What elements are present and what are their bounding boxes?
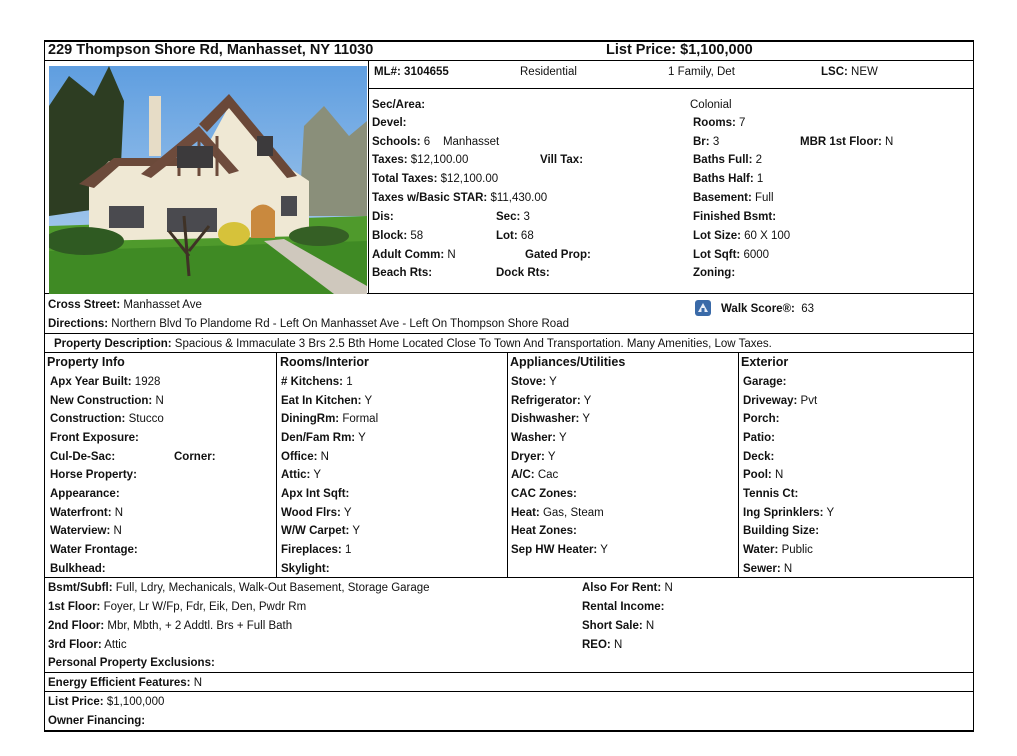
appliances-title: Appliances/Utilities [510,355,626,369]
exterior-title: Exterior [741,355,789,369]
deck: Deck: [743,451,775,463]
heat-zones: Heat Zones: [511,525,577,537]
air-conditioning: A/C: Cac [511,469,559,481]
bedrooms: Br: 3 [693,136,720,148]
rental-income: Rental Income: [582,601,665,613]
dis: Dis: [372,211,394,223]
cross-street: Cross Street: Manhasset Ave [48,299,202,311]
baths-full: Baths Full: 2 [693,154,763,166]
rule [44,40,45,732]
waterview: Waterview: N [50,525,122,537]
property-address: 229 Thompson Shore Rd, Manhasset, NY 11030 [48,42,374,58]
block: Block: 58 [372,230,424,242]
short-sale: Short Sale: N [582,620,655,632]
listing-sheet [44,40,974,732]
beach-rts: Beach Rts: [372,267,433,279]
rule [44,333,974,334]
corner: Corner: [174,451,216,463]
front-exposure: Front Exposure: [50,432,139,444]
lot-sqft: Lot Sqft: 6000 [693,249,770,261]
den-family-room: Den/Fam Rm: Y [281,432,366,444]
rooms-interior-title: Rooms/Interior [280,355,369,369]
dock-rts: Dock Rts: [496,267,550,279]
bulkhead: Bulkhead: [50,563,106,575]
owner-financing: Owner Financing: [48,715,146,727]
rule [276,352,277,577]
rule [44,730,974,732]
wood-floors: Wood Flrs: Y [281,507,352,519]
basement-subfloor: Bsmt/Subfl: Full, Ldry, Mechanicals, Walk-Out Basement, Storage Garage [48,582,430,594]
driveway: Driveway: Pvt [743,395,818,407]
zoning: Zoning: [693,267,736,279]
star-taxes: Taxes w/Basic STAR: $11,430.00 [372,192,548,204]
patio: Patio: [743,432,775,444]
rule [507,352,508,577]
schools: Schools: 6 Manhasset [372,136,500,148]
attic: Attic: Y [281,469,322,481]
kitchens: # Kitchens: 1 [281,376,353,388]
list-price-header: List Price: $1,100,000 [606,42,753,58]
fireplaces: Fireplaces: 1 [281,544,352,556]
gated-prop: Gated Prop: [525,249,591,261]
rule [368,60,369,294]
property-type: Residential [520,66,577,78]
building-size: Building Size: [743,525,820,537]
reo: REO: N [582,639,623,651]
cac-zones: CAC Zones: [511,488,577,500]
property-info-title: Property Info [47,355,125,369]
devel: Devel: [372,117,407,129]
eat-in-kitchen: Eat In Kitchen: Y [281,395,373,407]
total-taxes: Total Taxes: $12,100.00 [372,173,499,185]
new-construction: New Construction: N [50,395,164,407]
horse-property: Horse Property: [50,469,137,481]
dryer: Dryer: Y [511,451,556,463]
hw-heater: Sep HW Heater: Y [511,544,608,556]
skylight: Skylight: [281,563,330,575]
cul-de-sac: Cul-De-Sac: [50,451,116,463]
year-built: Apx Year Built: 1928 [50,376,161,388]
dining-room: DiningRm: Formal [281,413,379,425]
second-floor: 2nd Floor: Mbr, Mbth, + 2 Addtl. Brs + Full Bath [48,620,293,632]
sec-area: Sec/Area: [372,99,426,111]
house-photo [49,66,367,294]
construction: Construction: Stucco [50,413,164,425]
heat: Heat: Gas, Steam [511,507,604,519]
sec: Sec: 3 [496,211,530,223]
rule [44,352,974,353]
basement: Basement: Full [693,192,774,204]
office: Office: N [281,451,329,463]
sprinklers: Ing Sprinklers: Y [743,507,835,519]
directions: Directions: Northern Blvd To Plandome Rd - Left On Manhasset Ave - Left On Thompson Shore Road [48,318,569,330]
rule [973,40,974,732]
rule [44,60,974,61]
waterfront: Waterfront: N [50,507,124,519]
rule [44,577,974,578]
lsc-status: LSC: NEW [821,66,878,78]
ml-number: ML#: 3104655 [374,66,449,78]
lot-size: Lot Size: 60 X 100 [693,230,791,242]
walk-score: Walk Score®: 63 [721,303,815,315]
also-for-rent: Also For Rent: N [582,582,673,594]
rule [738,352,739,577]
rule [44,691,974,692]
style: Colonial [690,99,732,111]
third-floor: 3rd Floor: Attic [48,639,127,651]
garage: Garage: [743,376,787,388]
rule [44,672,974,673]
rooms: Rooms: 7 [693,117,746,129]
rule [368,88,974,89]
property-family: 1 Family, Det [668,66,735,78]
energy-features: Energy Efficient Features: N [48,677,203,689]
water-frontage: Water Frontage: [50,544,138,556]
finished-bsmt: Finished Bsmt: [693,211,777,223]
sewer: Sewer: N [743,563,793,575]
vill-tax: Vill Tax: [540,154,584,166]
taxes: Taxes: $12,100.00 [372,154,469,166]
appearance: Appearance: [50,488,120,500]
property-exclusions: Personal Property Exclusions: [48,657,215,669]
water: Water: Public [743,544,813,556]
mbr-first-floor: MBR 1st Floor: N [800,136,894,148]
tennis-court: Tennis Ct: [743,488,799,500]
dishwasher: Dishwasher: Y [511,413,591,425]
stove: Stove: Y [511,376,557,388]
baths-half: Baths Half: 1 [693,173,764,185]
lot: Lot: 68 [496,230,534,242]
interior-sqft: Apx Int Sqft: [281,488,350,500]
property-description: Property Description: Spacious & Immaculate 3 Brs 2.5 Bth Home Located Close To Town And Transportation. Many Amenities, Low Taxes. [54,338,772,350]
adult-comm: Adult Comm: N [372,249,456,261]
footer-list-price: List Price: $1,100,000 [48,696,165,708]
walk-score-icon [695,300,711,316]
porch: Porch: [743,413,780,425]
pool: Pool: N [743,469,784,481]
first-floor: 1st Floor: Foyer, Lr W/Fp, Fdr, Eik, Den, Pwdr Rm [48,601,307,613]
refrigerator: Refrigerator: Y [511,395,592,407]
washer: Washer: Y [511,432,567,444]
ww-carpet: W/W Carpet: Y [281,525,361,537]
